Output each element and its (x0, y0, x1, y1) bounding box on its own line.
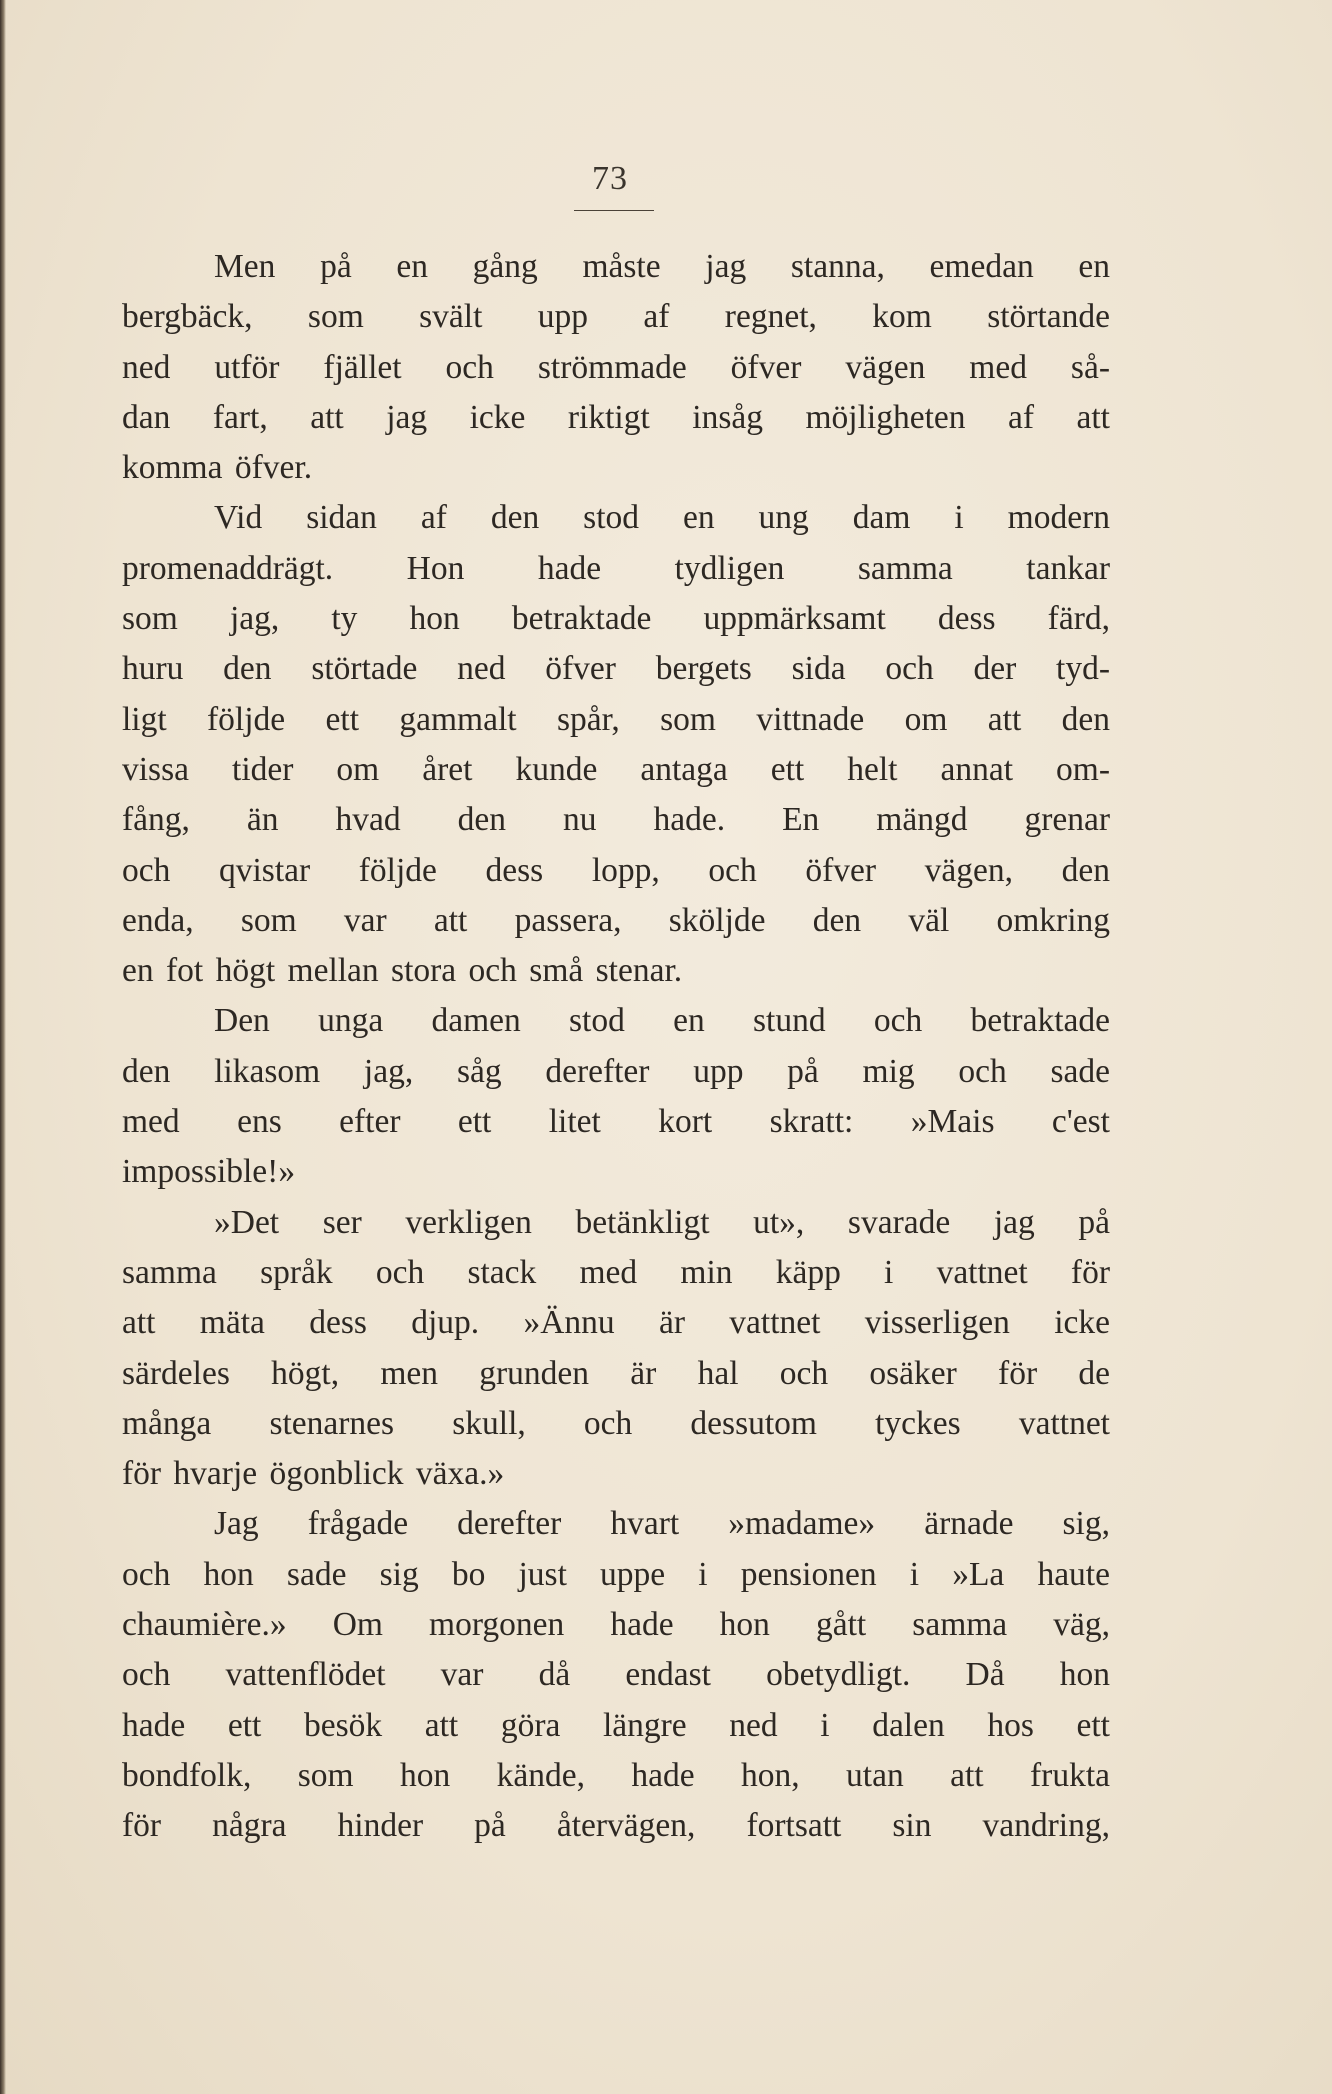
text-line: fång, än hvad den nu hade. En mängd grenar (122, 801, 1110, 839)
text-line: vissa tider om året kunde antaga ett helt annat om- (122, 750, 1110, 788)
text-line: och qvistar följde dess lopp, och öfver vägen, den (122, 851, 1110, 889)
text-line: huru den störtade ned öfver bergets sida och der tyd- (122, 650, 1110, 688)
text-line: enda, som var att passera, sköljde den väl omkring (122, 901, 1110, 939)
text-line: bergbäck, som svält upp af regnet, kom störtande (122, 298, 1110, 336)
text-line: komma öfver. (122, 449, 313, 487)
text-line: många stenarnes skull, och dessutom tyckes vattnet (122, 1404, 1110, 1442)
text-line: med ens efter ett litet kort skratt: »Mais c'est (122, 1103, 1110, 1141)
text-line: för några hinder på återvägen, fortsatt sin vandring, (122, 1807, 1110, 1845)
text-line: ned utför fjället och strömmade öfver vägen med så- (122, 348, 1110, 386)
text-line: för hvarje ögonblick växa.» (122, 1455, 505, 1493)
page-number-rule (574, 210, 654, 211)
text-line: och hon sade sig bo just uppe i pensionen i »La haute (122, 1555, 1110, 1593)
text-line: chaumière.» Om morgonen hade hon gått samma väg, (122, 1606, 1110, 1644)
text-line: promenaddrägt. Hon hade tydligen samma tankar (122, 549, 1110, 587)
text-line: Den unga damen stod en stund och betraktade (214, 1002, 1110, 1040)
text-line: en fot högt mellan stora och små stenar. (122, 952, 683, 990)
page-number: 73 (592, 160, 628, 197)
text-line: som jag, ty hon betraktade uppmärksamt dess färd, (122, 600, 1110, 638)
text-line: och vattenflödet var då endast obetydligt. Då hon (122, 1656, 1110, 1694)
text-line: Vid sidan af den stod en ung dam i modern (214, 499, 1110, 537)
body-text (122, 242, 1110, 1852)
text-line: impossible!» (122, 1153, 296, 1191)
text-line: särdeles högt, men grunden är hal och osäker för de (122, 1354, 1110, 1392)
text-line: Men på en gång måste jag stanna, emedan en (214, 248, 1110, 285)
text-line: bondfolk, som hon kände, hade hon, utan att frukta (122, 1756, 1110, 1794)
text-line: »Det ser verkligen betänkligt ut», svarade jag på (214, 1203, 1110, 1241)
text-line: hade ett besök att göra längre ned i dalen hos ett (122, 1706, 1110, 1744)
page-binding-edge (0, 0, 6, 2094)
text-line: ligt följde ett gammalt spår, som vittnade om att den (122, 700, 1110, 738)
text-line: Jag frågade derefter hvart »madame» ärnade sig, (214, 1505, 1110, 1543)
text-line: dan fart, att jag icke riktigt insåg möjligheten af att (122, 398, 1110, 436)
text-line: samma språk och stack med min käpp i vattnet för (122, 1253, 1110, 1291)
text-line: den likasom jag, såg derefter upp på mig och sade (122, 1052, 1110, 1090)
text-line: att mäta dess djup. »Ännu är vattnet visserligen icke (122, 1304, 1110, 1342)
